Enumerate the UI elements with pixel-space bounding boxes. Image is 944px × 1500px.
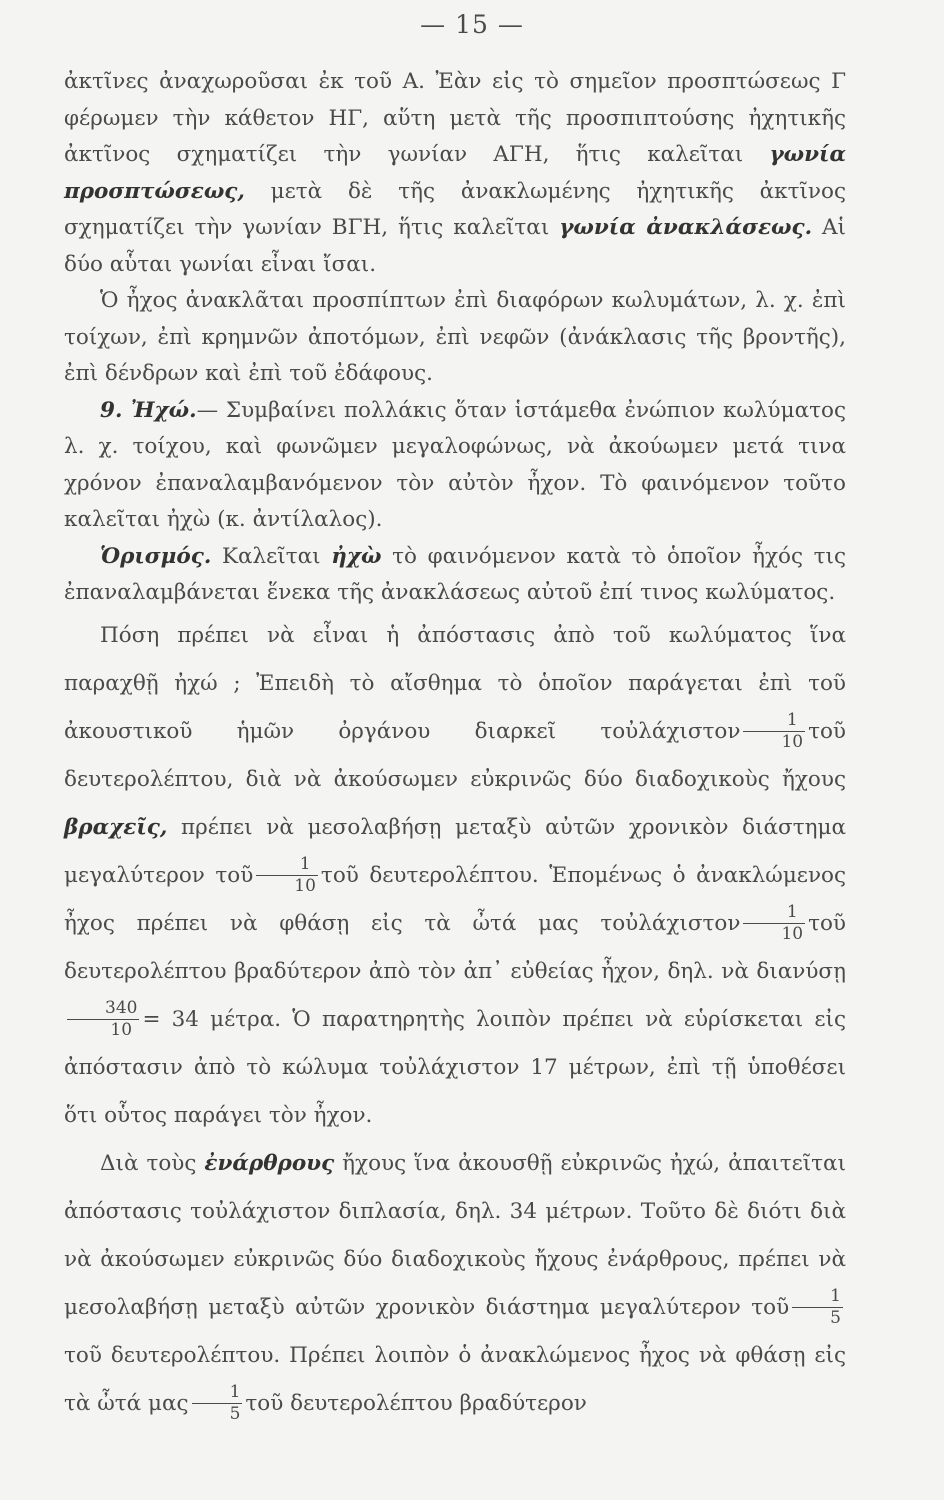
text-run: ἤχους ἵνα ἀκουσθῇ εὐκρινῶς ἠχώ, ἀπαιτεῖται ἀπόστασις τοὐλάχιστον διπλασία, δηλ. 34 μέτρων. Τοῦτο δὲ διότι διὰ νὰ ἀκούσωμεν εὐκρινῶς δύο διαδοχικοὺς ἤχους ἐνάρθρους, πρέπει νὰ μεσολαβήσῃ μεταξὺ αὐτῶν χρονικὸν διάστημα μεγαλύτερον τοῦ xyxy=(64,1150,847,1320)
fraction-numerator: 1 xyxy=(229,1382,241,1402)
term-angle-of-incidence: γωνία προσπτώσεως, xyxy=(64,142,846,204)
paragraph-definition xyxy=(64,539,846,612)
body-text xyxy=(64,64,846,1428)
text-run: — Συμβαίνει πολλάκις ὅταν ἱστάμεθα ἐνώπιον κωλύματος λ. χ. τοίχου, καὶ φωνῶμεν μεγαλοφώνως, νὰ ἀκούωμεν μετά τινα χρόνον ἐπαναλαμβανόμενον τὸν αὐτὸν ἦχον. Τὸ φαινόμενον τοῦτο καλεῖται ἠχὼ (κ. ἀντίλαλος). xyxy=(64,397,847,532)
fraction-numerator: 1 xyxy=(299,854,311,874)
paragraph-distance xyxy=(64,612,846,1140)
term-definition: Ὁρισμός. xyxy=(100,543,212,569)
paragraph-articulate-sounds xyxy=(64,1140,846,1428)
fraction-numerator: 340 xyxy=(105,998,138,1018)
text-run: = 34 μέτρα. Ὁ παρατηρητὴς λοιπὸν πρέπει νὰ εὑρίσκεται εἰς ἀπόστασιν ἀπὸ τὸ κώλυμα τοὐλάχιστον 17 μέτρων, ἐπὶ τῇ ὑποθέσει ὅτι οὗτος παράγει τὸν ἦχον. xyxy=(64,1006,846,1128)
text-run: Καλεῖται xyxy=(211,543,332,569)
fraction-one-fifth xyxy=(192,1384,243,1423)
term-articulate: ἐνάρθρους xyxy=(204,1150,335,1176)
fraction-denominator: 10 xyxy=(256,875,318,895)
text-run: τὸ φαινόμενον κατὰ τὸ ὁποῖον ἦχός τις ἐπαναλαμβάνεται ἕνεκα τῆς ἀνακλάσεως αὐτοῦ ἐπί τινος κωλύματος. xyxy=(64,543,846,605)
fraction-denominator: 10 xyxy=(67,1019,139,1039)
text-run: τοῦ δευτερολέπτου, διὰ νὰ ἀκούσωμεν εὐκρινῶς δύο διαδοχικοὺς ἤχους xyxy=(64,718,846,792)
fraction-denominator: 10 xyxy=(743,923,805,943)
fraction-one-tenth xyxy=(743,712,805,751)
fraction-340-over-10 xyxy=(67,1000,139,1039)
paragraph-reflection-obstacles xyxy=(64,283,846,393)
fraction-denominator: 10 xyxy=(743,731,805,751)
term-short-sounds: βραχεῖς, xyxy=(64,814,168,840)
text-run: ἀκτῖνες ἀναχωροῦσαι ἐκ τοῦ Α. Ἐὰν εἰς τὸ σημεῖον προσπτώσεως Γ φέρωμεν τὴν κάθετον ΗΓ, αὕτη μετὰ τῆς προσπιπτούσης ἠχητικῆς ἀκτῖνος σχηματίζει τὴν γωνίαν ΑΓΗ, ἥτις καλεῖται xyxy=(64,69,846,167)
fraction-numerator: 1 xyxy=(786,902,798,922)
fraction-numerator: 1 xyxy=(786,710,798,730)
page-number: — 15 — xyxy=(420,10,524,39)
fraction-one-tenth xyxy=(743,904,805,943)
paragraph-echo-section xyxy=(64,393,846,539)
fraction-one-tenth xyxy=(256,856,318,895)
fraction-one-fifth xyxy=(792,1288,843,1327)
text-run: τοῦ δευτερολέπτου. Ἑπομένως ὁ ἀνακλώμενος ἦχος πρέπει νὰ φθάσῃ εἰς τὰ ὦτά μας τοὐλάχιστον xyxy=(64,862,846,936)
text-run: πρέπει νὰ μεσολαβήσῃ μεταξὺ αὐτῶν χρονικὸν διάστημα μεγαλύτερον τοῦ xyxy=(64,814,846,888)
paragraph-reflection-angles xyxy=(64,64,846,283)
text-run: Ὁ ἦχος ἀνακλᾶται προσπίπτων ἐπὶ διαφόρων κωλυμάτων, λ. χ. ἐπὶ τοίχων, ἐπὶ κρημνῶν ἀποτόμων, ἐπὶ νεφῶν (ἀνάκλασις τῆς βροντῆς), ἐπὶ δένδρων καὶ ἐπὶ τοῦ ἐδάφους. xyxy=(64,288,846,386)
fraction-denominator: 5 xyxy=(192,1403,243,1423)
section-heading-echo: 9. Ἠχώ. xyxy=(100,397,197,423)
text-run: τοῦ δευτερολέπτου. Πρέπει λοιπὸν ὁ ἀνακλώμενος ἦχος νὰ φθάσῃ εἰς τὰ ὦτά μας xyxy=(64,1342,846,1416)
term-echo: ἠχὼ xyxy=(331,543,382,569)
text-run: Αἱ δύο αὗται γωνίαι εἶναι ἴσαι. xyxy=(64,215,846,277)
text-run: τοῦ δευτερολέπτου βραδύτερον ἀπὸ τὸν ἀπ᾽ εὐθείας ἦχον, δηλ. νὰ διανύσῃ xyxy=(64,910,846,984)
fraction-denominator: 5 xyxy=(792,1307,843,1327)
text-run: Πόση πρέπει νὰ εἶναι ἡ ἀπόστασις ἀπὸ τοῦ κωλύματος ἵνα παραχθῇ ἠχώ ; Ἐπειδὴ τὸ αἴσθημα τὸ ὁποῖον παράγεται ἐπὶ τοῦ ἀκουστικοῦ ἡμῶν ὀργάνου διαρκεῖ τοὐλάχιστον xyxy=(64,622,846,744)
text-run: τοῦ δευτερολέπτου βραδύτερον xyxy=(245,1390,587,1416)
text-run: Διὰ τοὺς xyxy=(100,1150,205,1176)
text-run: μετὰ δὲ τῆς ἀνακλωμένης ἠχητικῆς ἀκτῖνος σχηματίζει τὴν γωνίαν ΒΓΗ, ἥτις καλεῖται xyxy=(64,178,846,240)
fraction-numerator: 1 xyxy=(830,1286,841,1306)
term-angle-of-reflection: γωνία ἀνακλάσεως. xyxy=(559,215,813,240)
